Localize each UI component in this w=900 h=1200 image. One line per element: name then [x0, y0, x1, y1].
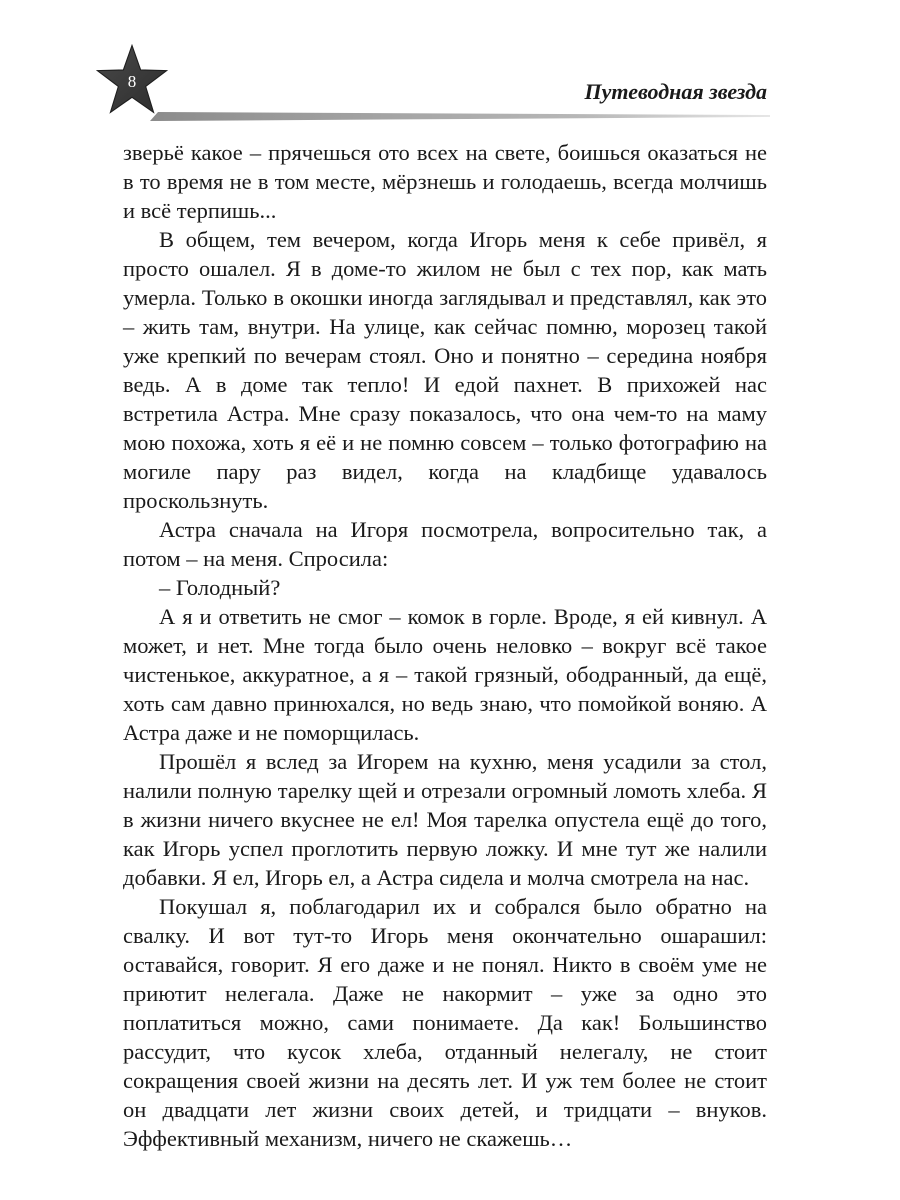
paragraph: В общем, тем вечером, когда Игорь меня к себе привёл, я просто ошалел. Я в доме-то жилом не был с тех пор, как мать умерла. Только в окошки иногда заглядывал и представлял, как это – жить там, внутри. На улице, как сейчас помню, морозец такой уже крепкий по вечерам стоял. Оно и понятно – середина ноября ведь. А в доме так тепло! И едой пахнет. В прихожей нас встретила Астра. Мне сразу показалось, что она чем-то на маму мою похожа, хоть я её и не помню совсем – только фотографию на могиле пару раз видел, когда на кладбище удавалось проскользнуть.: [123, 227, 767, 513]
paragraph: – Голодный?: [159, 575, 281, 600]
running-title: Путеводная звезда: [584, 79, 767, 104]
body-text: [123, 138, 767, 1153]
paragraph: Астра сначала на Игоря посмотрела, вопросительно так, а потом – на меня. Спросила:: [123, 517, 767, 571]
header-divider: [150, 112, 770, 121]
page-number: 8: [127, 72, 137, 91]
paragraph: А я и ответить не смог – комок в горле. Вроде, я ей кивнул. А может, и нет. Мне тогда было очень неловко – вокруг всё такое чистенькое, аккуратное, а я – такой грязный, ободранный, да ещё, хоть сам давно принюхался, но ведь знаю, что помойкой воняю. А Астра даже и не поморщилась.: [123, 604, 767, 745]
paragraph: Прошёл я вслед за Игорем на кухню, меня усадили за стол, налили полную тарелку щей и отрезали огромный ломоть хлеба. Я в жизни ничего вкуснее не ел! Моя тарелка опустела ещё до того, как Игорь успел проглотить первую ложку. И мне тут же налили добавки. Я ел, Игорь ел, а Астра сидела и молча смотрела на нас.: [123, 749, 767, 890]
paragraph: зверьё какое – прячешься ото всех на свете, боишься оказаться не в то время не в том месте, мёрзнешь и голодаешь, всегда молчишь и всё терпишь...: [123, 140, 767, 223]
page-header: [0, 0, 900, 130]
paragraph: Покушал я, поблагодарил их и собрался было обратно на свалку. И вот тут-то Игорь меня окончательно ошарашил: оставайся, говорит. Я его даже и не понял. Никто в своём уме не приютит нелегала. Даже не накормит – уже за одно это поплатиться можно, сами понимаете. Да как! Большинство рассудит, что кусок хлеба, отданный нелегалу, не стоит сокращения своей жизни на десять лет. И уж тем более не стоит он двадцати лет жизни своих детей, и тридцати – внуков. Эффективный механизм, ничего не скажешь…: [123, 894, 767, 1151]
